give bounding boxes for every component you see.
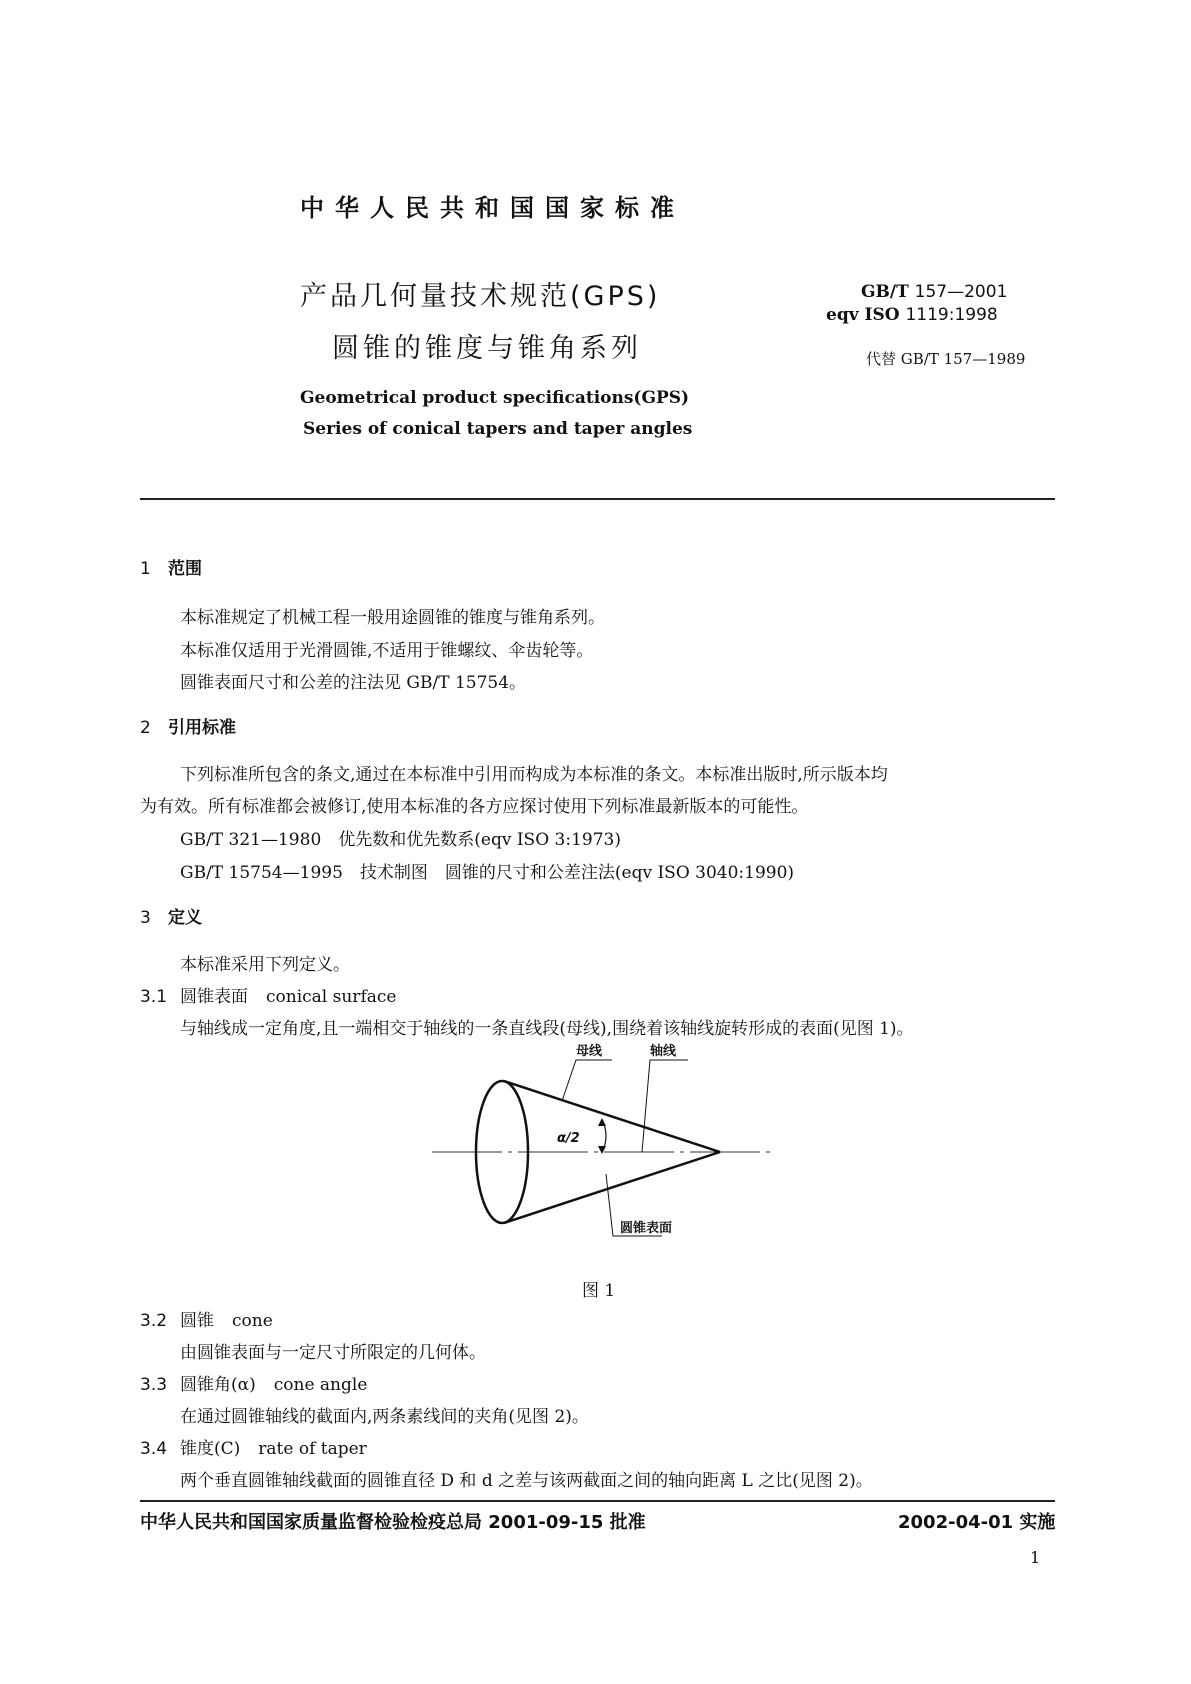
standard-number-value: 157—2001 — [914, 282, 1008, 302]
footer-implementation-date: 2002-04-01 实施 — [898, 1512, 1056, 1533]
standard-eqv-number: 1119:1998 — [905, 305, 998, 325]
definition-3-2-number: 3.2 — [140, 1311, 168, 1331]
footer-approval: 中华人民共和国国家质量监督检验检疫总局 2001-09-15 批准 — [140, 1512, 646, 1533]
generatrix-label: 母线 — [576, 1044, 603, 1059]
title-cn-line2: 圆锥的锥度与锥角系列 — [332, 333, 642, 364]
definition-3-4-en: rate of taper — [258, 1439, 367, 1459]
definition-3-1-cn: 圆锥表面 — [180, 987, 248, 1007]
definition-3-1-en: conical surface — [266, 987, 397, 1007]
half-angle-arrow-bottom — [598, 1146, 606, 1154]
reference-gbt-321: GB/T 321—1980 优先数和优先数系(eqv ISO 3:1973) — [180, 830, 621, 850]
section-1-number: 1 — [140, 559, 151, 579]
section-3-heading — [140, 903, 202, 928]
section-1-title: 范围 — [168, 559, 202, 579]
definition-3-3-cn: 圆锥角(α) — [180, 1375, 256, 1395]
definition-3-3-text: 在通过圆锥轴线的截面内,两条素线间的夹角(见图 2)。 — [180, 1407, 589, 1427]
section-2-paragraph-line1: 下列标准所包含的条文,通过在本标准中引用而构成为本标准的条文。本标准出版时,所示版本均 — [180, 765, 888, 785]
definition-3-2-cn: 圆锥 — [180, 1311, 214, 1331]
axis-label: 轴线 — [650, 1044, 677, 1059]
definition-3-1-number: 3.1 — [140, 987, 168, 1007]
definition-3-2-heading — [140, 1306, 273, 1331]
generatrix-leader-line — [562, 1060, 612, 1101]
definition-3-3-en: cone angle — [273, 1375, 368, 1395]
definition-3-2-en: cone — [232, 1311, 273, 1331]
definition-3-4-heading — [140, 1434, 367, 1459]
standard-replaces: 代替 GB/T 157—1989 — [866, 350, 1026, 368]
standard-number-prefix: GB/T — [861, 282, 909, 302]
section-2-number: 2 — [140, 718, 151, 738]
half-angle-arrow-top — [598, 1118, 606, 1126]
definition-3-1-heading — [140, 982, 396, 1007]
cone-lower-generatrix — [504, 1152, 720, 1223]
standard-equivalent — [826, 305, 998, 325]
definition-3-3-heading — [140, 1370, 367, 1395]
title-cn-line1: 产品几何量技术规范(GPS) — [300, 281, 661, 312]
cone-upper-generatrix — [504, 1081, 720, 1152]
section-1-paragraph-2: 本标准仅适用于光滑圆锥,不适用于锥螺纹、伞齿轮等。 — [180, 641, 594, 661]
standard-number — [861, 282, 1007, 302]
page-number: 1 — [1030, 1548, 1041, 1567]
section-1-heading — [140, 554, 202, 579]
section-3-intro: 本标准采用下列定义。 — [180, 955, 350, 975]
section-2-paragraph-line2: 为有效。所有标准都会被修订,使用本标准的各方应探讨使用下列标准最新版本的可能性。 — [140, 797, 809, 817]
definition-3-1-text: 与轴线成一定角度,且一端相交于轴线的一条直线段(母线),围绕着该轴线旋转形成的表面(见图 1)。 — [180, 1019, 914, 1039]
definition-3-3-number: 3.3 — [140, 1375, 168, 1395]
section-1-paragraph-1: 本标准规定了机械工程一般用途圆锥的锥度与锥角系列。 — [180, 608, 605, 628]
definition-3-2-text: 由圆锥表面与一定尺寸所限定的几何体。 — [180, 1343, 486, 1363]
half-angle-label: α/2 — [557, 1131, 580, 1146]
reference-gbt-15754: GB/T 15754—1995 技术制图 圆锥的尺寸和公差注法(eqv ISO 3040:1990) — [180, 863, 795, 883]
standard-eqv-prefix: eqv ISO — [826, 305, 900, 325]
section-1-paragraph-3: 圆锥表面尺寸和公差的注法见 GB/T 15754。 — [180, 673, 527, 693]
section-2-title: 引用标准 — [168, 718, 236, 738]
definition-3-4-cn: 锥度(C) — [180, 1439, 241, 1459]
section-3-number: 3 — [140, 908, 151, 928]
definition-3-4-number: 3.4 — [140, 1439, 168, 1459]
title-en-line2: Series of conical tapers and taper angles — [303, 419, 693, 439]
section-3-title: 定义 — [168, 908, 202, 928]
figure-1-caption: 图 1 — [582, 1281, 616, 1301]
definition-3-4-text: 两个垂直圆锥轴线截面的圆锥直径 D 和 d 之差与该两截面之间的轴向距离 L 之比(见图 2)。 — [180, 1471, 873, 1491]
section-2-heading — [140, 713, 236, 738]
title-en-line1: Geometrical product specifications(GPS) — [300, 388, 690, 408]
header-divider — [140, 498, 1055, 500]
national-standard-heading: 中华人民共和国国家标准 — [300, 194, 685, 222]
figure-1-cone-diagram — [420, 1040, 780, 1250]
footer-divider — [140, 1500, 1055, 1502]
surface-label: 圆锥表面 — [620, 1221, 673, 1236]
